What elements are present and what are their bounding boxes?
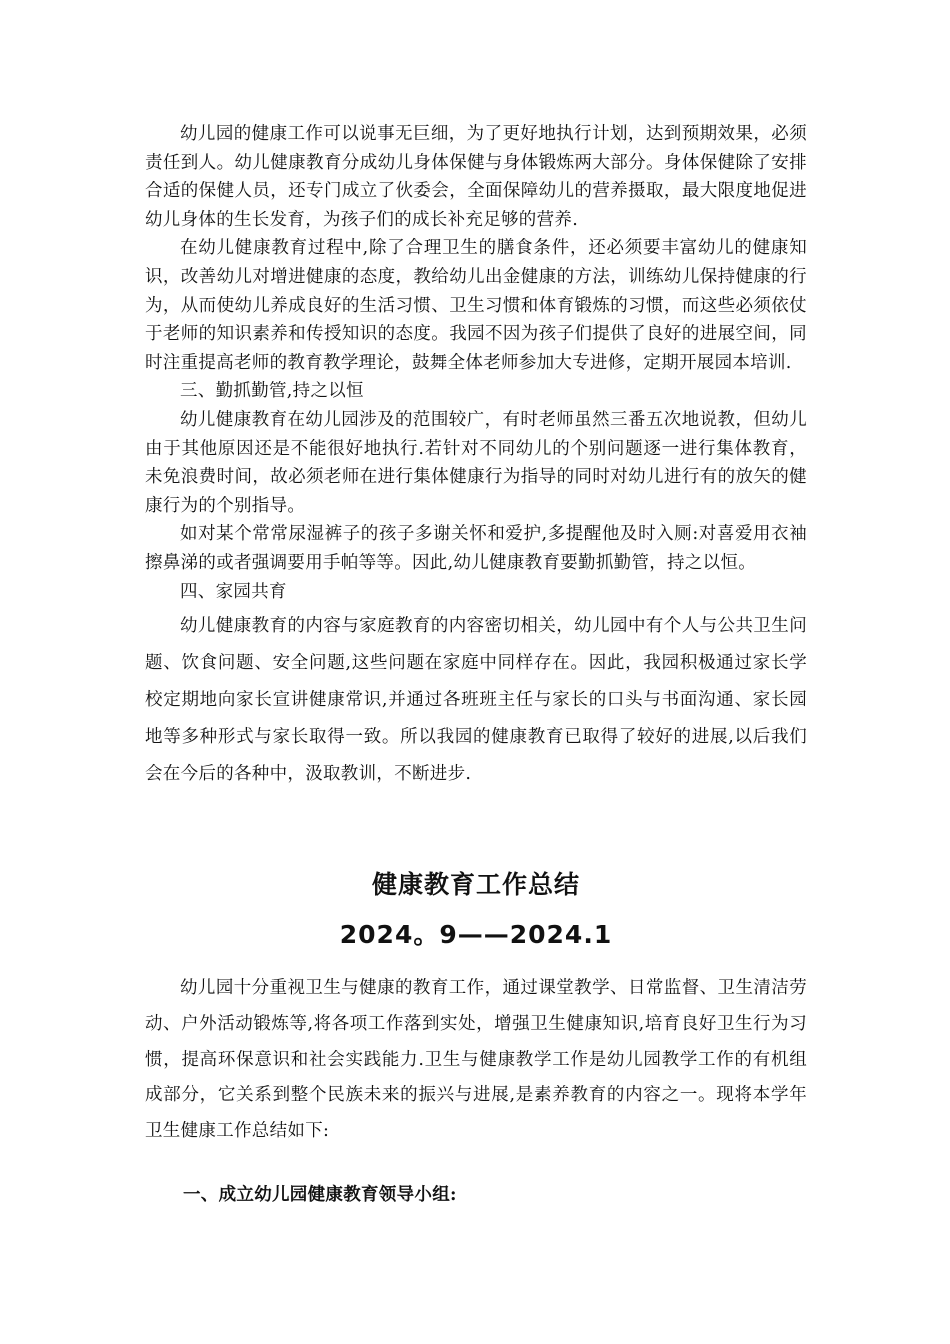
- section-title-1: 一、成立幼儿园健康教育领导小组:: [183, 1185, 457, 1205]
- paragraph-health-responsibility: 幼儿园的健康工作可以说事无巨细，为了更好地执行计划，达到预期效果，必须责任到人。幼儿健康教育分成幼儿身体保健与身体锻炼两大部分。身体保健除了安排合适的保健人员，还专门成立了伙委会，全面保障幼儿的营养摄取，最大限度地促进幼儿身体的生长发育，为孩子们的成长补充足够的营养.: [145, 124, 807, 230]
- summary-body: [145, 971, 807, 1150]
- paragraph-home-school: 幼儿健康教育的内容与家庭教育的内容密切相关，幼儿园中有个人与公共卫生问题、饮食问题、安全问题,这些问题在家庭中同样存在。因此，我园积极通过家长学校定期地向家长宣讲健康常识,并通过各班班主任与家长的口头与书面沟通、家长园地等多种形式与家长取得一致。所以我园的健康教育已取得了较好的进展,以后我们会在今后的各种中，汲取教训，不断进步.: [145, 616, 807, 785]
- paragraph-individual-guidance: 幼儿健康教育在幼儿园涉及的范围较广，有时老师虽然三番五次地说教，但幼儿由于其他原因还是不能很好地执行.若针对不同幼儿的个别问题逐一进行集体教育，未免浪费时间，故必须老师在进行集体健康行为指导的同时对幼儿进行有的放矢的健康行为的个别指导。: [145, 409, 807, 516]
- heading-section-3: 三、勤抓勤管,持之以恒: [180, 381, 364, 402]
- document-page: [145, 120, 807, 1205]
- paragraph-summary-intro: 幼儿园十分重视卫生与健康的教育工作，通过课堂教学、日常监督、卫生清洁劳动、户外活动锻炼等,将各项工作落到实处，增强卫生健康知识,培育良好卫生行为习惯，提高环保意识和社会实践能力.卫生与健康教学工作是幼儿园教学工作的有机组成部分，它关系到整个民族未来的振兴与进展,是素养教育的内容之一。现将本学年卫生健康工作总结如下:: [145, 978, 807, 1142]
- heading-section-4: 四、家园共育: [180, 581, 287, 602]
- document-period: 2024。9——2024.1: [339, 920, 613, 949]
- paragraph-example: 如对某个常常尿湿裤子的孩子多谢关怀和爱护,多提醒他及时入厕:对喜爱用衣袖擦鼻涕的或者强调要用手帕等等。因此,幼儿健康教育要勤抓勤管，持之以恒。: [145, 524, 807, 573]
- paragraph-health-knowledge: 在幼儿健康教育过程中,除了合理卫生的膳食条件，还必须要丰富幼儿的健康知识，改善幼儿对增进健康的态度，教给幼儿出金健康的方法，训练幼儿保持健康的行为，从而使幼儿养成良好的生活习惯、卫生习惯和体育锻炼的习惯，而这些必须依仗于老师的知识素养和传授知识的态度。我园不因为孩子们提供了良好的进展空间，同时注重提高老师的教育教学理论，鼓舞全体老师参加大专进修，定期开展园本培训.: [145, 238, 807, 373]
- document-title: 健康教育工作总结: [371, 870, 580, 899]
